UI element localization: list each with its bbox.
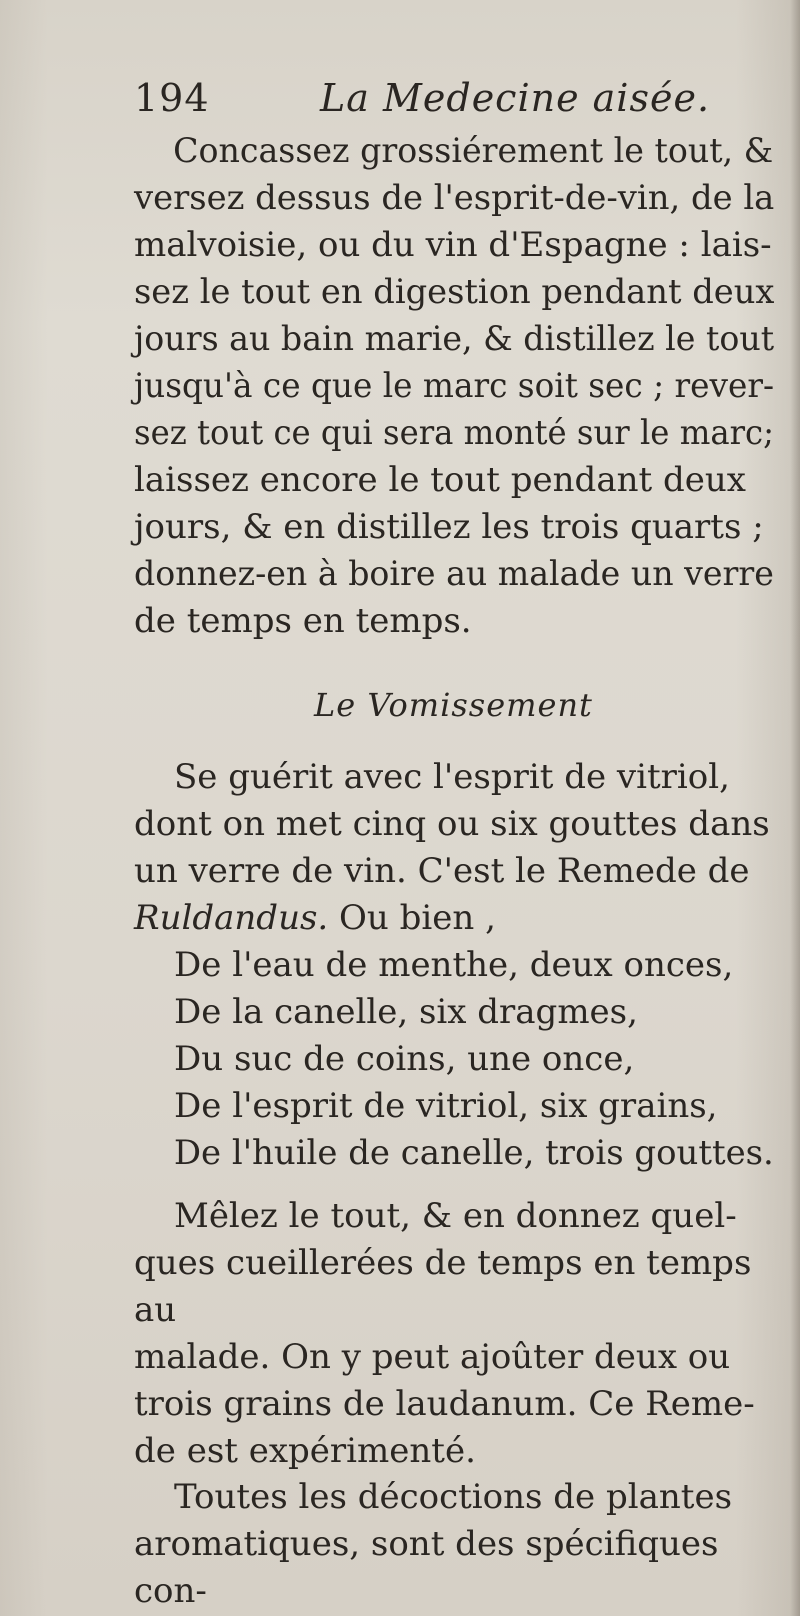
recipe-line: Du suc de coins, une once, xyxy=(174,1039,635,1079)
paragraph-se-guerit xyxy=(134,754,774,1177)
running-header xyxy=(134,76,774,126)
paragraph-melez xyxy=(134,1193,774,1475)
text-line: sez tout ce qui sera monté sur le marc; xyxy=(134,413,775,453)
text-line: malade. On y peut ajoûter deux ou xyxy=(134,1337,731,1377)
text-line: Concassez grossiérement le tout, & xyxy=(173,131,774,171)
text-line: ques cueillerées de temps en temps au xyxy=(134,1243,752,1330)
text-line: malvoisie, ou du vin d'Espagne : lais- xyxy=(134,225,772,265)
text-line: jours au bain marie, & distillez le tout xyxy=(134,319,775,359)
recipe-line: De l'eau de menthe, deux onces, xyxy=(174,945,734,985)
page-gutter-shadow xyxy=(790,0,800,1616)
text-line: Mêlez le tout, & en donnez quel- xyxy=(174,1196,737,1236)
page-number: 194 xyxy=(134,76,210,120)
text-fragment: Ou bien , xyxy=(328,898,496,938)
text-line: jours, & en distillez les trois quarts ; xyxy=(134,507,764,547)
text-line: de temps en temps. xyxy=(134,601,472,641)
author-name: Ruldandus. xyxy=(134,898,329,938)
text-line: sez le tout en digestion pendant deux xyxy=(134,272,775,312)
recipe-line: De l'esprit de vitriol, six grains, xyxy=(174,1086,718,1126)
section-title: Le Vomissement xyxy=(314,686,593,724)
text-line: donnez-en à boire au malade un verre xyxy=(134,554,774,594)
text-line: jusqu'à ce que le marc soit sec ; rever- xyxy=(134,366,775,406)
text-line: Toutes les décoctions de plantes xyxy=(174,1477,733,1517)
text-line: dont on met cinq ou six gouttes dans xyxy=(134,804,770,844)
text-line: de est expérimenté. xyxy=(134,1431,476,1471)
text-line: versez dessus de l'esprit-de-vin, de la xyxy=(134,178,775,218)
paragraph-toutes xyxy=(134,1474,774,1615)
text-line: trois grains de laudanum. Ce Reme- xyxy=(134,1384,755,1424)
paragraph-concassez xyxy=(134,128,774,645)
recipe-line: De la canelle, six dragmes, xyxy=(174,992,638,1032)
text-line: laissez encore le tout pendant deux xyxy=(134,460,746,500)
recipe-line: De l'huile de canelle, trois gouttes. xyxy=(173,1133,774,1173)
text-line: aromatiques, sont des spécifiques con- xyxy=(134,1524,719,1611)
text-line: Se guérit avec l'esprit de vitriol, xyxy=(174,757,730,797)
text-line: un verre de vin. C'est le Remede de xyxy=(134,851,750,891)
text-line xyxy=(134,895,774,942)
running-title: La Medecine aisée. xyxy=(320,76,711,120)
